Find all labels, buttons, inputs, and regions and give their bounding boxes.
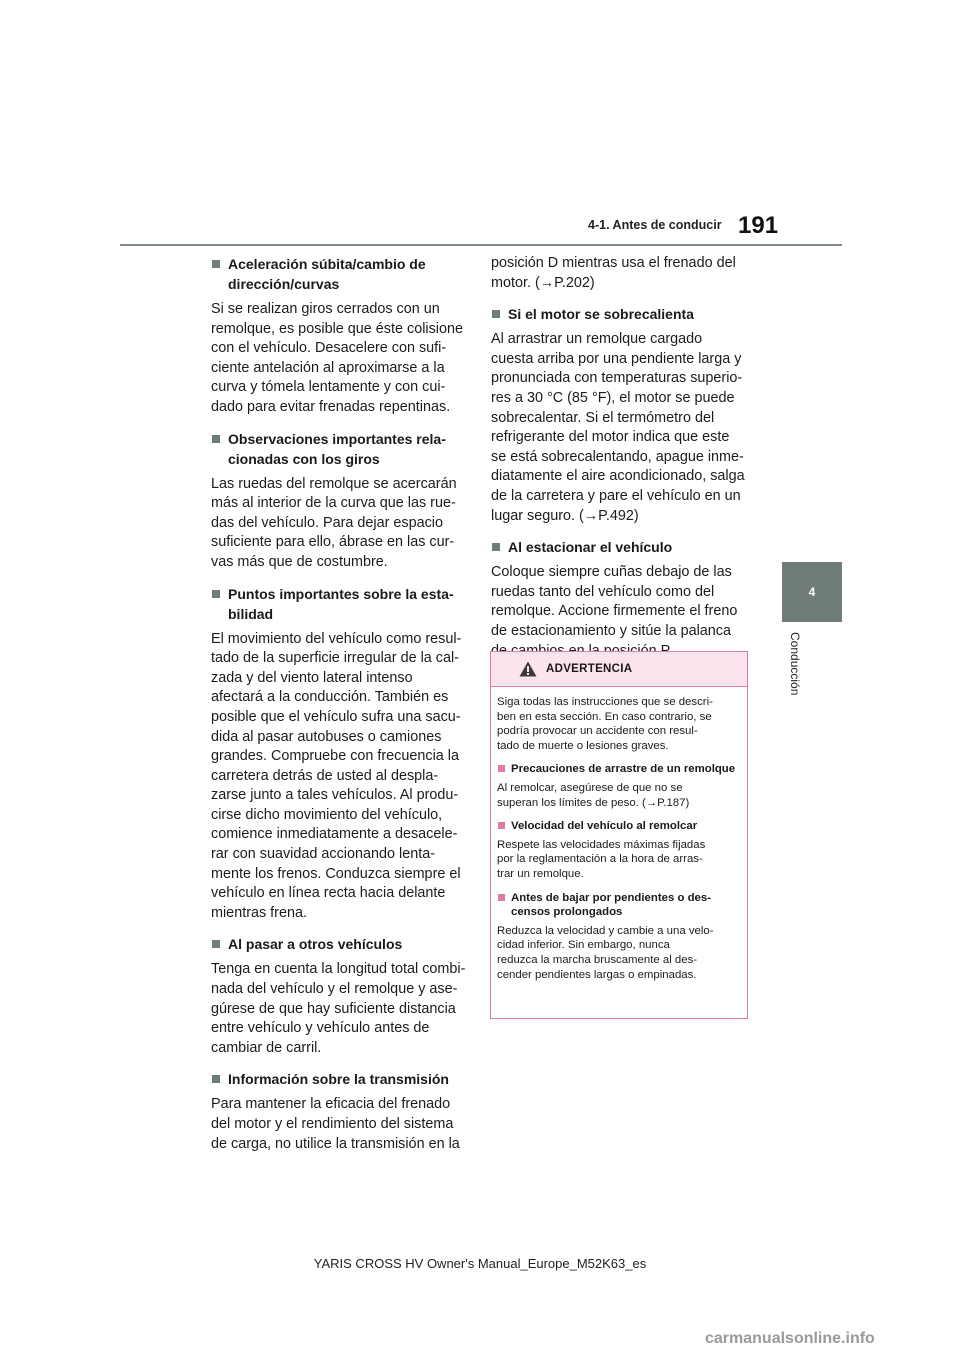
section-paragraph <box>211 1095 466 1154</box>
text-line: Las ruedas del remolque se acercarán <box>211 475 457 492</box>
text-line: de carga, no utilice la transmisión en la <box>211 1135 460 1152</box>
text-line: lugar seguro. (→P.492) <box>491 507 639 524</box>
warning-item-heading-text: Velocidad del vehículo al remolcar <box>511 820 698 833</box>
heading-bullet-icon <box>212 435 220 443</box>
page-number: 191 <box>738 212 779 239</box>
section-heading-text: Aceleración súbita/cambio de dirección/curvas <box>228 256 426 292</box>
text-line: comience inmediatamente a desacele- <box>211 826 458 843</box>
section-heading-text: Observaciones importantes rela- cionadas con los giros <box>228 430 446 467</box>
text-line: entre vehículo y vehículo antes de <box>211 1020 430 1037</box>
text-line: Reduzca la velocidad y cambie a una velo- <box>497 924 714 937</box>
text-line: nada del vehículo y el remolque y ase- <box>211 981 458 998</box>
section-paragraph <box>211 960 466 1058</box>
text-line: Siga todas las instrucciones que se descri- <box>497 696 713 708</box>
warning-intro <box>497 695 741 753</box>
warning-bullet-icon <box>498 894 505 901</box>
text-line: reduzca la marcha bruscamente al des- <box>497 953 698 966</box>
text-line: Al arrastrar un remolque cargado <box>491 331 703 348</box>
section-heading <box>211 934 466 954</box>
section-heading-text: Al estacionar el vehículo <box>508 539 673 556</box>
text-line: más al interior de la curva que las rue- <box>211 495 456 512</box>
text-line: diatamente el aire acondicionado, salga <box>491 468 745 485</box>
warning-bullet-icon <box>498 765 505 772</box>
section-heading-text: Si el motor se sobrecalienta <box>508 306 694 323</box>
text-line: posición D mientras usa el frenado del <box>491 255 736 271</box>
text-line: cender pendientes largas o empinadas. <box>497 968 697 981</box>
text-line: zarse junto a tales vehículos. Al produ- <box>211 787 459 804</box>
text-line: del motor y el rendimiento del sistema <box>211 1116 454 1132</box>
text-line: carretera detrás de usted al despla- <box>211 767 439 784</box>
left-column <box>211 254 466 1165</box>
warning-item-heading <box>497 762 741 777</box>
text-line: Para mantener la eficacia del frenado <box>211 1096 451 1113</box>
section-heading <box>211 429 466 469</box>
text-line: cuesta arriba por una pendiente larga y <box>491 350 742 367</box>
section-paragraph <box>211 630 466 924</box>
text-line: Respete las velocidades máximas fijadas <box>497 838 706 851</box>
text-line: dida al pasar autobuses o camiones <box>211 728 442 745</box>
text-line: superan los límites de peso. (→P.187) <box>497 796 690 809</box>
right-column <box>491 254 749 672</box>
text-line: grandes. Compruebe con frecuencia la <box>211 748 459 765</box>
section-title: 4-1. Antes de conducir <box>588 218 722 232</box>
text-line: de la carretera y pare el vehículo en un <box>491 487 741 504</box>
heading-bullet-icon <box>212 940 220 948</box>
text-line: sobrecalentar. Si el termómetro del <box>491 409 715 426</box>
warning-item-paragraph <box>497 838 741 882</box>
heading-bullet-icon <box>212 590 220 598</box>
text-line: cidad inferior. Sin embargo, nunca <box>497 939 670 952</box>
text-line: Tenga en cuenta la longitud total combi- <box>211 961 466 978</box>
text-line: mientras frena. <box>211 904 307 921</box>
text-line: rar con suavidad accionando lenta- <box>211 846 435 863</box>
chapter-tab[interactable]: 4 <box>782 562 842 622</box>
chapter-label: Conducción <box>788 632 802 696</box>
text-line: Coloque siempre cuñas debajo de las <box>491 564 732 581</box>
text-line: trar un remolque. <box>497 867 584 880</box>
header-rule <box>120 244 842 246</box>
text-line: pronunciada con temperaturas superio- <box>491 370 743 387</box>
text-line: tado de muerte o lesiones graves. <box>497 739 669 752</box>
text-line: ruedas tanto del vehículo como del <box>491 583 715 600</box>
warning-item-heading <box>497 891 741 920</box>
text-line: vehículo en línea recta hacia delante <box>211 885 446 902</box>
text-line: El movimiento del vehículo como resul- <box>211 630 462 647</box>
watermark: carmanualsonline.info <box>705 1330 875 1347</box>
text-line: se está sobrecalentando, apague inme- <box>491 448 744 465</box>
section-heading-text: Información sobre la transmisión <box>228 1071 449 1088</box>
section-heading <box>211 1069 466 1089</box>
heading-bullet-icon <box>492 310 500 318</box>
footer-text: YARIS CROSS HV Owner's Manual_Europe_M52K63_es <box>313 1256 647 1271</box>
section-paragraph <box>211 300 466 418</box>
warning-bullet-icon <box>498 822 505 829</box>
text-line: remolque, es posible que éste colisione <box>211 320 463 337</box>
section-heading <box>211 254 466 294</box>
text-line: mente los frenos. Conduzca siempre el <box>211 865 461 882</box>
section-paragraph <box>491 330 749 526</box>
section-heading <box>491 537 749 557</box>
text-line: posible que el vehículo sufra una sacu- <box>211 708 461 725</box>
text-line: motor. (→P.202) <box>491 274 595 291</box>
warning-item-heading <box>497 819 741 834</box>
text-line: remolque. Accione firmemente el freno <box>491 603 738 620</box>
text-line: suficiente para ello, ábrase en las cur- <box>211 534 455 551</box>
text-line: cambiar de carril. <box>211 1039 322 1056</box>
warning-header <box>491 652 747 687</box>
warning-item-paragraph <box>497 781 741 810</box>
section-heading <box>491 304 749 324</box>
section-paragraph <box>211 475 466 573</box>
text-line: curva y tómela lentamente y con cui- <box>211 379 446 396</box>
section-heading <box>211 584 466 624</box>
text-line: por la reglamentación a la hora de arras- <box>497 853 703 866</box>
heading-bullet-icon <box>212 1075 220 1083</box>
warning-title: ADVERTENCIA <box>546 663 633 675</box>
text-line: podría provocar un accidente con resul- <box>497 725 698 738</box>
text-line: con el vehículo. Desacelere con sufi- <box>211 340 447 357</box>
text-line: Si se realizan giros cerrados con un <box>211 301 440 317</box>
text-line: gúrese de que hay suficiente distancia <box>211 1000 456 1017</box>
text-line: dado para evitar frenadas repentinas. <box>211 398 451 415</box>
section-heading-text: Puntos importantes sobre la esta- bilidad <box>228 585 454 622</box>
text-line: res a 30 °C (85 °F), el motor se puede <box>491 389 735 406</box>
text-line: das del vehículo. Para dejar espacio <box>211 514 443 531</box>
warning-triangle-icon <box>519 661 537 677</box>
warning-item-heading-text: Antes de bajar por pendientes o des- censos prolongados <box>511 891 712 919</box>
text-line: afectará a la conducción. También es <box>211 689 449 706</box>
text-line: Al remolcar, asegúrese de que no se <box>497 781 683 794</box>
warning-body <box>491 687 747 982</box>
text-line: refrigerante del motor indica que este <box>491 429 730 446</box>
text-line: de estacionamiento y sitúe la palanca <box>491 622 731 639</box>
section-heading-text: Al pasar a otros vehículos <box>228 936 403 953</box>
section-paragraph <box>491 254 749 293</box>
text-line: ben en esta sección. En caso contrario, se <box>497 710 712 723</box>
text-line: vas más que de costumbre. <box>211 553 388 570</box>
text-line: tado de la superficie irregular de la cal- <box>211 650 459 667</box>
text-line: zada y del viento lateral intenso <box>211 669 413 686</box>
warning-item-paragraph <box>497 924 741 982</box>
warning-item-heading-text: Precauciones de arrastre de un remolque <box>511 763 736 776</box>
section-paragraph <box>491 563 749 661</box>
heading-bullet-icon <box>212 260 220 268</box>
text-line: cirse dicho movimiento del vehículo, <box>211 806 443 823</box>
warning-box <box>490 651 748 1019</box>
heading-bullet-icon <box>492 543 500 551</box>
text-line: ciente antelación al aproximarse a la <box>211 359 445 376</box>
